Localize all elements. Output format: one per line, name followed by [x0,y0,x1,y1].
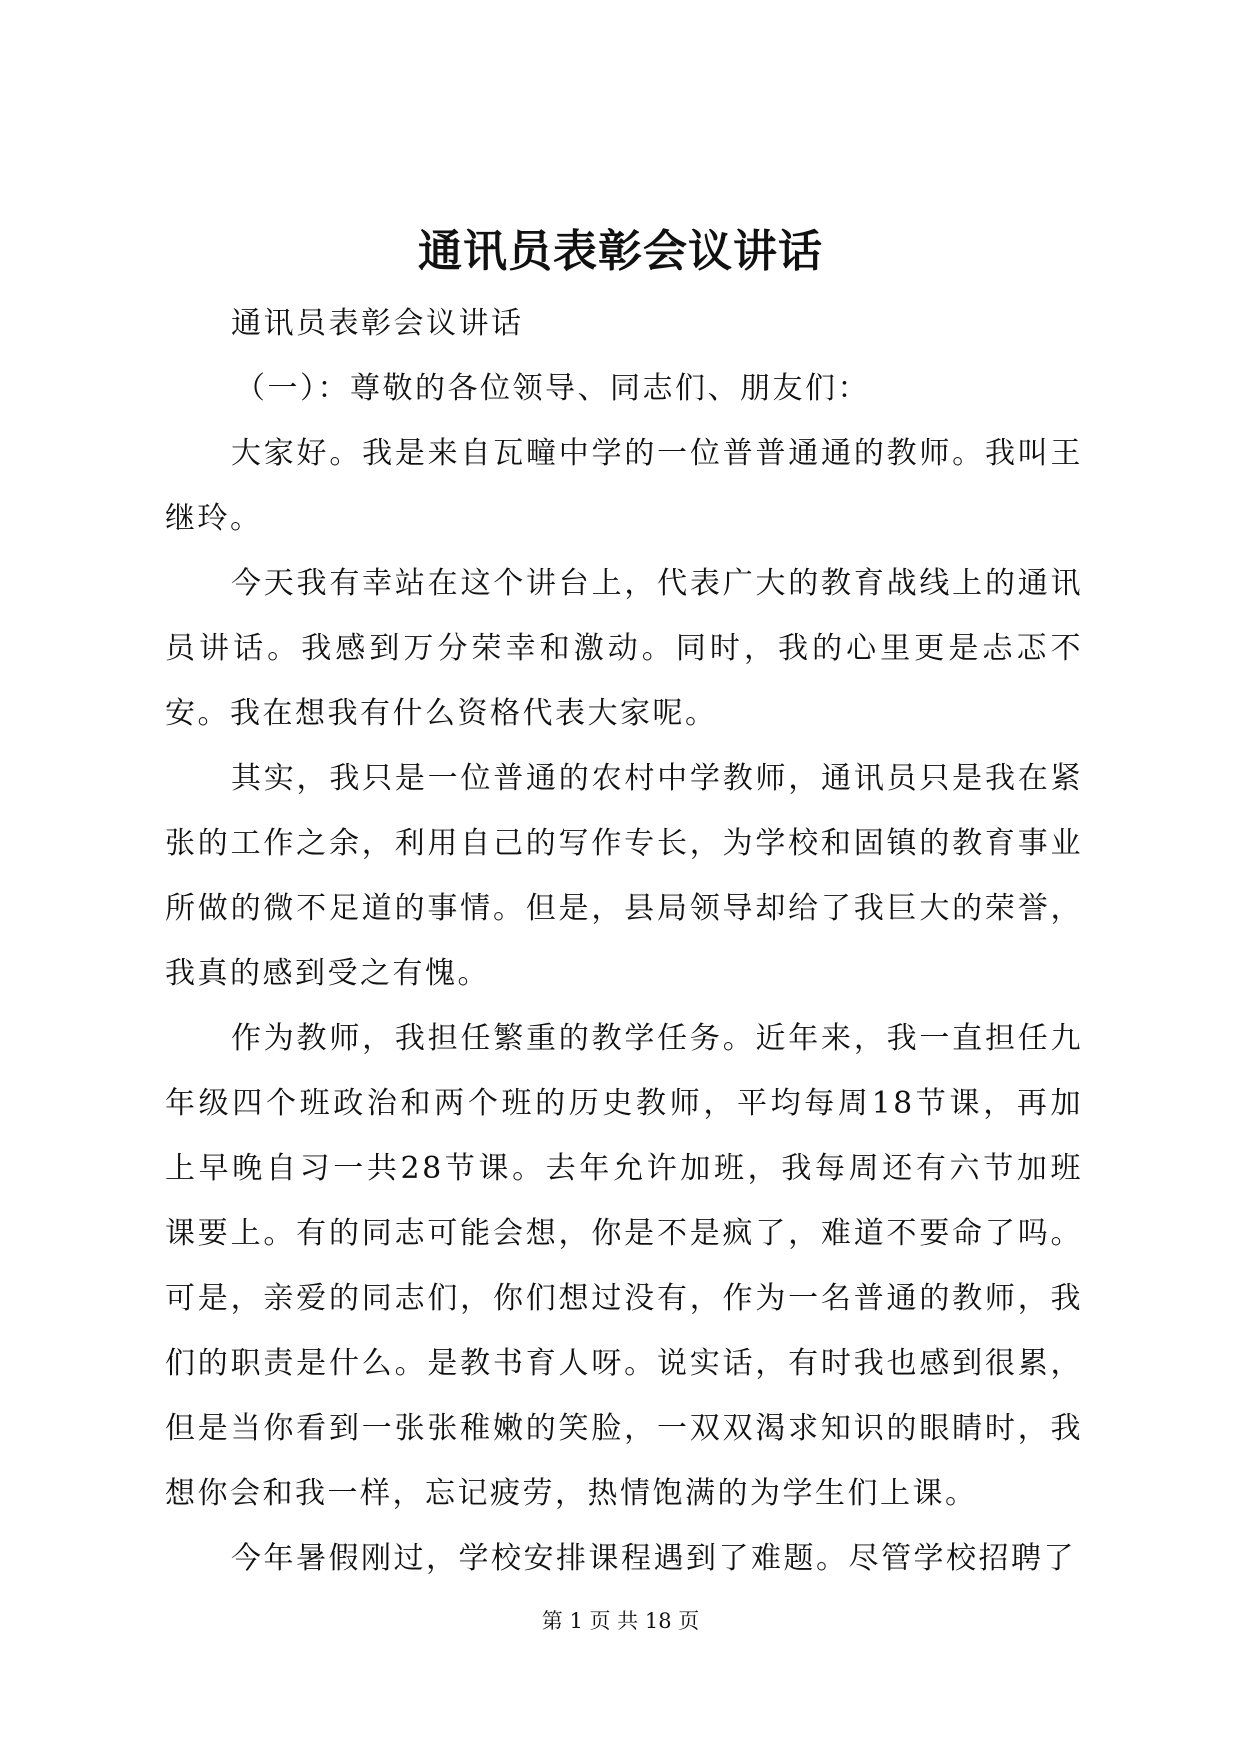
document-title: 通讯员表彰会议讲话 [418,226,823,277]
paragraph-honor: 今天我有幸站在这个讲台上，代表广大的教育战线上的通讯员讲话。我感到万分荣幸和激动。同时，我的心里更是忐忑不安。我在想我有什么资格代表大家呢。 [165,566,1083,731]
paragraph-teaching-duties: 作为教师，我担任繁重的教学任务。近年来，我一直担任九年级四个班政治和两个班的历史教师，平均每周18节课，再加上早晚自习一共28节课。去年允许加班，我每周还有六节加班课要上。有的同志可能会想，你是不是疯了，难道不要命了吗。可是，亲爱的同志们，你们想过没有，作为一名普通的教师，我们的职责是什么。是教书育人呀。说实话，有时我也感到很累，但是当你看到一张张稚嫩的笑脸，一双双渴求知识的眼睛时，我想你会和我一样，忘记疲劳，热情饱满的为学生们上课。 [165,1021,1083,1511]
page-footer: 第 1 页 共 18 页 [541,1609,700,1633]
document-body [165,291,1083,1591]
paragraph-modesty: 其实，我只是一位普通的农村中学教师，通讯员只是我在紧张的工作之余，利用自己的写作专长，为学校和固镇的教育事业所做的微不足道的事情。但是，县局领导却给了我巨大的荣誉，我真的感到受之有愧。 [165,761,1083,991]
paragraph-subtitle: 通讯员表彰会议讲话 [231,306,524,341]
paragraph-salutation: （一）：尊敬的各位领导、同志们、朋友们： [235,371,870,406]
paragraph-summer-schedule: 今年暑假刚过，学校安排课程遇到了难题。尽管学校招聘了 [231,1541,1076,1576]
paragraph-introduction: 大家好。我是来自瓦疃中学的一位普普通通的教师。我叫王继玲。 [165,436,1083,536]
